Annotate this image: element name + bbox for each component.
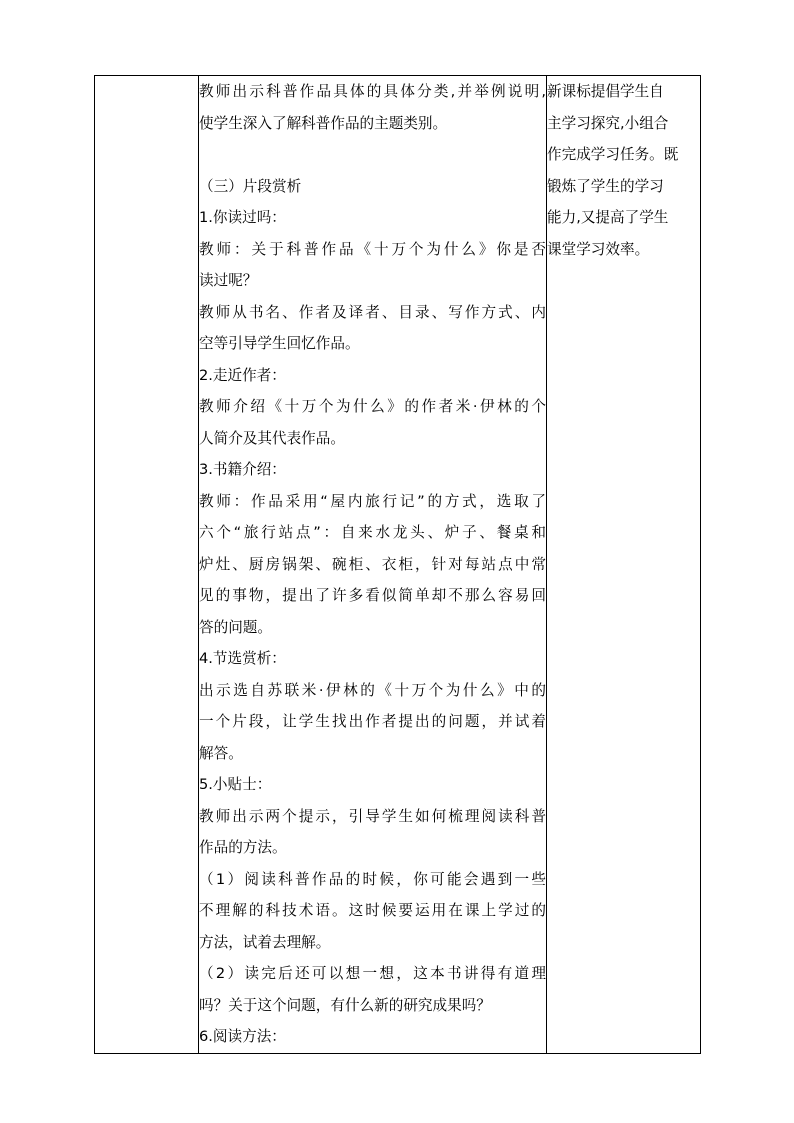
lesson-plan-table (94, 75, 701, 1054)
content-line: 六个“旅行站点”：自来水龙头、炉子、餐桌和 (199, 524, 546, 541)
content-line: 见的事物，提出了许多看似简单却不那么容易回 (199, 587, 546, 604)
content-line: 5.小贴士： (199, 776, 272, 793)
section-heading: （三）片段赏析 (199, 177, 302, 195)
content-line: 炉灶、厨房锅架、碗柜、衣柜，针对每站点中常 (199, 555, 546, 573)
content-line: 一个片段，让学生找出作者提出的问题，并试着 (199, 713, 546, 730)
design-note-line: 主学习探究,小组合 (547, 114, 669, 132)
content-line: 1.你读过吗： (199, 209, 286, 226)
content-line: 6.阅读方法： (199, 1028, 286, 1045)
blank-line (199, 139, 546, 171)
content-line: 吗？关于这个问题，有什么新的研究成果吗？ (199, 996, 491, 1014)
stage-cell (95, 76, 199, 1054)
design-note-line: 能力,又提高了学生 (547, 209, 669, 226)
design-note-line: 作完成学习任务。既 (547, 146, 679, 163)
content-line: 空等引导学生回忆作品。 (199, 335, 360, 352)
content-line: 教师：作品采用“屋内旅行记”的方式，选取了 (199, 492, 546, 510)
intro-line: 使学生深入了解科普作品的主题类别。 (199, 114, 448, 132)
design-note-line: 锻炼了学生的学习 (547, 177, 664, 195)
table-row (95, 76, 701, 1054)
content-line: 教师从书名、作者及译者、目录、写作方式、内 (199, 303, 546, 321)
design-intent-cell (547, 76, 701, 1054)
teaching-process-cell (199, 76, 547, 1054)
content-line: 读过呢？ (199, 272, 258, 289)
content-line: 2.走近作者： (199, 366, 286, 384)
content-line: 作品的方法。 (199, 839, 287, 856)
content-line: 4.节选赏析： (199, 650, 286, 667)
content-line: 不理解的科技术语。这时候要运用在课上学过的 (199, 902, 546, 919)
content-line: （1）阅读科普作品的时候，你可能会遇到一些 (199, 870, 546, 888)
content-lines (199, 202, 546, 1053)
content-line: 3.书籍介绍： (199, 461, 286, 478)
content-line: 教师出示两个提示，引导学生如何梳理阅读科普 (199, 807, 546, 825)
content-line: 答的问题。 (199, 618, 272, 636)
design-note-line: 课堂学习效率。 (547, 240, 650, 258)
content-line: 人简介及其代表作品。 (199, 429, 345, 447)
content-line: 教师介绍《十万个为什么》的作者米·伊林的个 (199, 398, 546, 415)
content-line: 出示选自苏联米·伊林的《十万个为什么》中的 (199, 681, 546, 699)
intro-line: 教师出示科普作品具体的具体分类,并举例说明, (199, 83, 546, 100)
content-line: 教师：关于科普作品《十万个为什么》你是否 (199, 240, 546, 258)
design-note-line: 新课标提倡学生自 (547, 83, 664, 100)
content-line: （2）读完后还可以想一想，这本书讲得有道理 (199, 965, 546, 982)
content-line: 方法，试着去理解。 (199, 933, 331, 951)
content-line: 解答。 (199, 744, 243, 762)
